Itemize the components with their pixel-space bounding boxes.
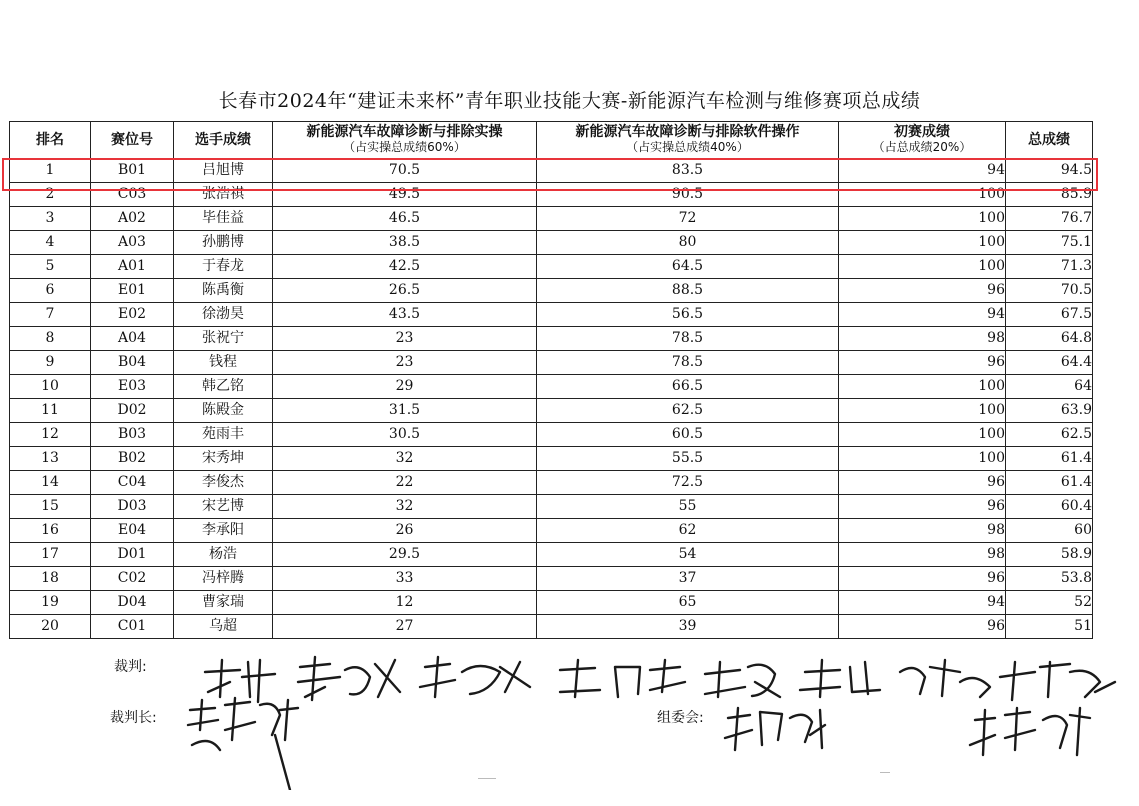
cell-name: 苑雨丰 [174, 423, 273, 447]
cell-seat: A01 [91, 255, 174, 279]
cell-rank: 14 [10, 471, 91, 495]
highlight-box-first-place [2, 158, 1098, 191]
table-row [10, 279, 1093, 303]
cell-prelim: 100 [839, 423, 1006, 447]
cell-name: 韩乙铭 [174, 375, 273, 399]
cell-practical: 70.5 [273, 159, 537, 183]
header-prelim-note: （占总成绩20%） [872, 140, 972, 154]
cell-name: 冯梓腾 [174, 567, 273, 591]
cell-practical: 43.5 [273, 303, 537, 327]
cell-rank: 11 [10, 399, 91, 423]
cell-name: 张浩祺 [174, 183, 273, 207]
cell-practical: 27 [273, 615, 537, 639]
cell-seat: D01 [91, 543, 174, 567]
header-name: 选手成绩 [174, 122, 273, 159]
table-row [10, 231, 1093, 255]
table-row [10, 351, 1093, 375]
cell-practical: 30.5 [273, 423, 537, 447]
cell-prelim: 100 [839, 255, 1006, 279]
cell-seat: C02 [91, 567, 174, 591]
header-software-note: （占实操总成绩40%） [626, 140, 749, 154]
cell-name: 吕旭博 [174, 159, 273, 183]
header-practical-note: （占实操总成绩60%） [343, 140, 466, 154]
cell-rank: 7 [10, 303, 91, 327]
cell-total: 61.4 [1006, 447, 1093, 471]
cell-total: 64.4 [1006, 351, 1093, 375]
cell-name: 曹家瑞 [174, 591, 273, 615]
cell-seat: B04 [91, 351, 174, 375]
cell-prelim: 96 [839, 471, 1006, 495]
cell-software: 64.5 [537, 255, 839, 279]
cell-prelim: 98 [839, 519, 1006, 543]
cell-practical: 26 [273, 519, 537, 543]
cell-software: 62 [537, 519, 839, 543]
cell-prelim: 94 [839, 591, 1006, 615]
chief-judge-signature-image [180, 690, 310, 790]
table-row [10, 399, 1093, 423]
cell-name: 宋艺博 [174, 495, 273, 519]
document-title: 长春市2024年“建证未来杯”青年职业技能大赛-新能源汽车检测与维修赛项总成绩 [218, 90, 921, 112]
table-row [10, 375, 1093, 399]
cell-total: 63.9 [1006, 399, 1093, 423]
cell-practical: 49.5 [273, 183, 537, 207]
cell-rank: 10 [10, 375, 91, 399]
table-row [10, 471, 1093, 495]
committee-signature-2-image [965, 700, 1095, 770]
cell-name: 乌超 [174, 615, 273, 639]
cell-practical: 23 [273, 351, 537, 375]
cell-software: 78.5 [537, 351, 839, 375]
cell-seat: D03 [91, 495, 174, 519]
cell-name: 张祝宁 [174, 327, 273, 351]
table-row [10, 303, 1093, 327]
cell-total: 53.8 [1006, 567, 1093, 591]
cell-software: 39 [537, 615, 839, 639]
cell-rank: 16 [10, 519, 91, 543]
header-seat: 赛位号 [91, 122, 174, 159]
cell-software: 66.5 [537, 375, 839, 399]
cell-name: 徐渤昊 [174, 303, 273, 327]
cell-prelim: 100 [839, 399, 1006, 423]
cell-prelim: 94 [839, 159, 1006, 183]
cell-total: 62.5 [1006, 423, 1093, 447]
cell-seat: E03 [91, 375, 174, 399]
header-software: 新能源汽车故障诊断与排除软件操作 （占实操总成绩40%） [537, 122, 839, 159]
cell-rank: 2 [10, 183, 91, 207]
cell-name: 李俊杰 [174, 471, 273, 495]
cell-prelim: 96 [839, 615, 1006, 639]
table-row [10, 519, 1093, 543]
cell-prelim: 96 [839, 351, 1006, 375]
cell-name: 孙鹏博 [174, 231, 273, 255]
cell-software: 37 [537, 567, 839, 591]
cell-name: 毕佳益 [174, 207, 273, 231]
cell-software: 72.5 [537, 471, 839, 495]
cell-rank: 19 [10, 591, 91, 615]
cell-prelim: 96 [839, 495, 1006, 519]
cell-total: 76.7 [1006, 207, 1093, 231]
cell-total: 51 [1006, 615, 1093, 639]
cell-seat: E04 [91, 519, 174, 543]
cell-software: 78.5 [537, 327, 839, 351]
cell-software: 54 [537, 543, 839, 567]
cell-rank: 20 [10, 615, 91, 639]
header-practical: 新能源汽车故障诊断与排除实操 （占实操总成绩60%） [273, 122, 537, 159]
header-prelim: 初赛成绩 （占总成绩20%） [839, 122, 1006, 159]
cell-prelim: 98 [839, 543, 1006, 567]
cell-rank: 15 [10, 495, 91, 519]
table-row [10, 567, 1093, 591]
table-header-row [10, 122, 1093, 159]
cell-software: 62.5 [537, 399, 839, 423]
cell-total: 70.5 [1006, 279, 1093, 303]
cell-seat: C01 [91, 615, 174, 639]
cell-software: 65 [537, 591, 839, 615]
cell-rank: 17 [10, 543, 91, 567]
cell-practical: 12 [273, 591, 537, 615]
cell-rank: 13 [10, 447, 91, 471]
cell-total: 64.8 [1006, 327, 1093, 351]
table-row [10, 255, 1093, 279]
cell-seat: B03 [91, 423, 174, 447]
cell-software: 83.5 [537, 159, 839, 183]
cell-seat: C04 [91, 471, 174, 495]
cell-practical: 33 [273, 567, 537, 591]
cell-practical: 22 [273, 471, 537, 495]
table-row [10, 327, 1093, 351]
committee-label: 组委会: [657, 710, 704, 726]
cell-total: 52 [1006, 591, 1093, 615]
cell-rank: 12 [10, 423, 91, 447]
cell-rank: 4 [10, 231, 91, 255]
cell-practical: 26.5 [273, 279, 537, 303]
chief-judge-label: 裁判长: [110, 710, 157, 726]
cell-software: 90.5 [537, 183, 839, 207]
header-total: 总成绩 [1006, 122, 1093, 159]
committee-signature-1-image [720, 700, 830, 760]
cell-name: 于春龙 [174, 255, 273, 279]
cell-rank: 9 [10, 351, 91, 375]
cell-seat: A03 [91, 231, 174, 255]
table-row [10, 591, 1093, 615]
judges-label: 裁判: [114, 659, 147, 675]
cell-seat: B02 [91, 447, 174, 471]
cell-seat: D04 [91, 591, 174, 615]
cell-seat: D02 [91, 399, 174, 423]
cell-total: 60 [1006, 519, 1093, 543]
cell-total: 71.3 [1006, 255, 1093, 279]
cell-prelim: 100 [839, 207, 1006, 231]
cell-prelim: 96 [839, 567, 1006, 591]
cell-total: 94.5 [1006, 159, 1093, 183]
cell-software: 60.5 [537, 423, 839, 447]
cell-practical: 32 [273, 495, 537, 519]
cell-name: 李承阳 [174, 519, 273, 543]
cell-software: 72 [537, 207, 839, 231]
cell-prelim: 100 [839, 447, 1006, 471]
cell-total: 61.4 [1006, 471, 1093, 495]
cell-total: 58.9 [1006, 543, 1093, 567]
cell-prelim: 100 [839, 375, 1006, 399]
cell-practical: 42.5 [273, 255, 537, 279]
cell-total: 85.9 [1006, 183, 1093, 207]
cell-name: 杨浩 [174, 543, 273, 567]
cell-rank: 5 [10, 255, 91, 279]
cell-seat: E02 [91, 303, 174, 327]
cell-software: 80 [537, 231, 839, 255]
cell-seat: A04 [91, 327, 174, 351]
cell-seat: B01 [91, 159, 174, 183]
cell-practical: 29.5 [273, 543, 537, 567]
table-row [10, 615, 1093, 639]
cell-name: 钱程 [174, 351, 273, 375]
cell-total: 67.5 [1006, 303, 1093, 327]
table-row [10, 495, 1093, 519]
cell-software: 56.5 [537, 303, 839, 327]
cell-name: 陈禹衡 [174, 279, 273, 303]
cell-total: 75.1 [1006, 231, 1093, 255]
cell-software: 55.5 [537, 447, 839, 471]
cell-name: 宋秀坤 [174, 447, 273, 471]
cell-prelim: 100 [839, 183, 1006, 207]
cell-prelim: 96 [839, 279, 1006, 303]
table-row [10, 207, 1093, 231]
cell-practical: 32 [273, 447, 537, 471]
cell-practical: 29 [273, 375, 537, 399]
cell-prelim: 98 [839, 327, 1006, 351]
header-rank: 排名 [10, 122, 91, 159]
cell-software: 88.5 [537, 279, 839, 303]
table-row [10, 423, 1093, 447]
results-table [9, 121, 1093, 639]
cell-rank: 8 [10, 327, 91, 351]
table-row [10, 447, 1093, 471]
cell-practical: 23 [273, 327, 537, 351]
cell-practical: 38.5 [273, 231, 537, 255]
cell-rank: 18 [10, 567, 91, 591]
cell-prelim: 94 [839, 303, 1006, 327]
cell-seat: A02 [91, 207, 174, 231]
cell-practical: 46.5 [273, 207, 537, 231]
cell-prelim: 100 [839, 231, 1006, 255]
cell-seat: E01 [91, 279, 174, 303]
cell-total: 64 [1006, 375, 1093, 399]
cell-practical: 31.5 [273, 399, 537, 423]
scan-speck [478, 778, 496, 779]
cell-seat: C03 [91, 183, 174, 207]
cell-rank: 1 [10, 159, 91, 183]
table-row [10, 543, 1093, 567]
cell-rank: 3 [10, 207, 91, 231]
cell-software: 55 [537, 495, 839, 519]
cell-name: 陈殿金 [174, 399, 273, 423]
cell-total: 60.4 [1006, 495, 1093, 519]
scan-speck [880, 772, 890, 773]
cell-rank: 6 [10, 279, 91, 303]
